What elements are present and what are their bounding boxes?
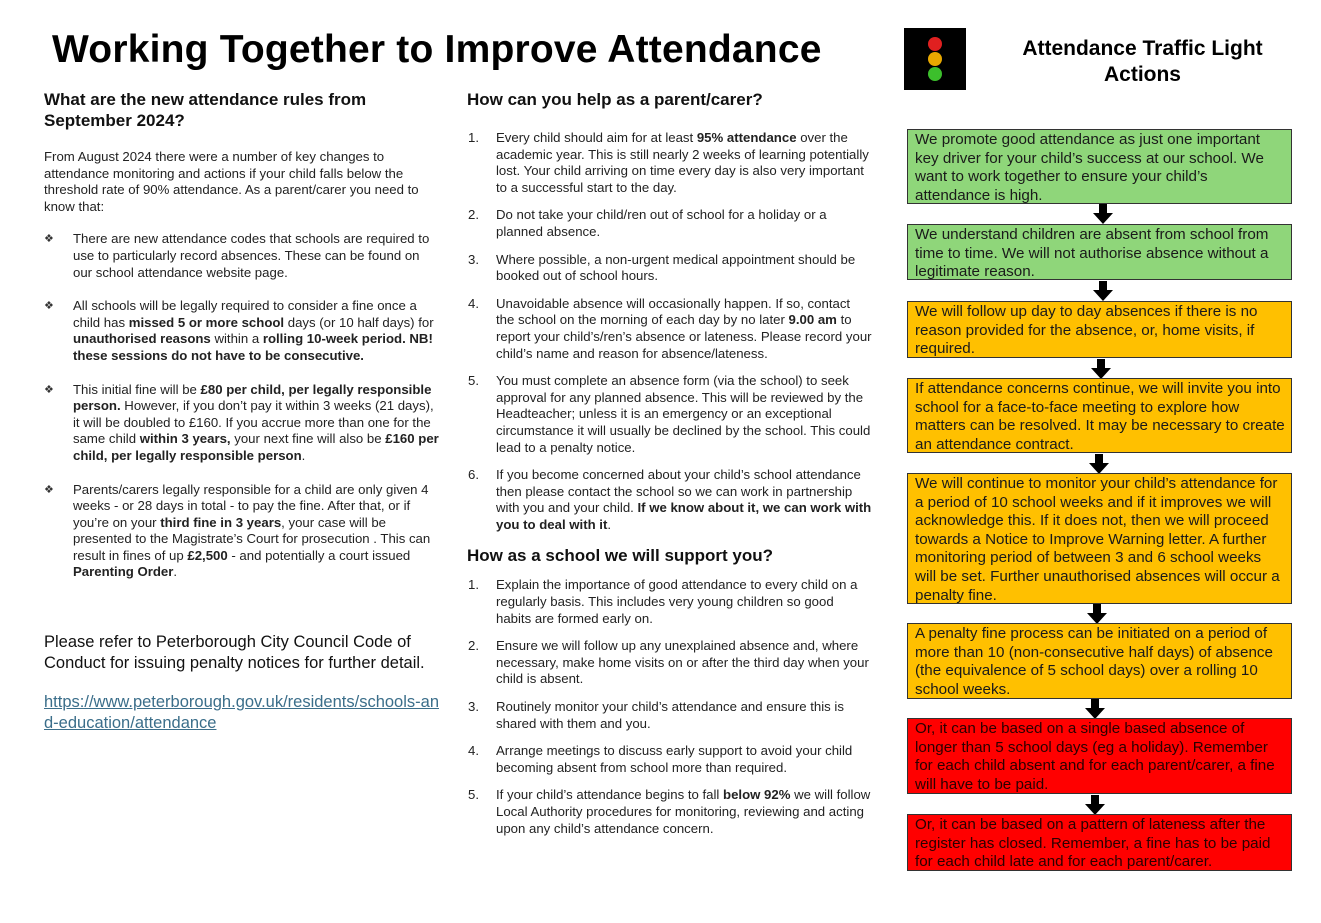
down-arrow-icon <box>1093 281 1113 301</box>
traffic-box-green: We promote good attendance as just one important key driver for your child’s success at our school. We want to work together to ensure your child’s attendance is high. <box>907 129 1292 204</box>
diamond-bullet-icon: ❖ <box>44 383 54 396</box>
amber-lamp-icon <box>928 52 942 66</box>
school-list <box>467 577 872 837</box>
rules-bullet: ❖ There are new attendance codes that schools are required to use to particularly record absences. These can be found on our school attendance website page. <box>44 231 430 280</box>
parent-list-item: 4. Unavoidable absence will occasionally happen. If so, contact the school on the morning of each day by no later 9.00 am to report your child’s/ren’s absence or lateness. Please record your child’s name and reason for absence/lateness. <box>468 295 872 361</box>
refer-text: Please refer to Peterborough City Council Code of Conduct for issuing penalty notices for further detail. <box>44 633 425 672</box>
down-arrow-icon <box>1089 454 1109 474</box>
traffic-box-amber: A penalty fine process can be initiated on a period of more than 10 (non-consecutive half days) of absence (the equivalence of 5 school days) over a rolling 10 school weeks. <box>907 623 1292 699</box>
traffic-light-heading-line1: Attendance Traffic Light <box>1022 37 1263 60</box>
traffic-box-amber: We will continue to monitor your child’s attendance for a period of 10 school weeks and if it improves we will acknowledge this. If it does not, then we will proceed towards a Notice to Improve Warning letter. A further monitoring period of between 3 and 6 school weeks will be set. Further unauthorised absences will occur a penalty fine. <box>907 473 1292 604</box>
red-lamp-icon <box>928 37 942 51</box>
rules-bullet: ❖ This initial fine will be £80 per child, per legally responsible person. However, if you don’t pay it within 3 weeks (21 days), it will be doubled to £160. If you accrue more than one for the same child within 3 years, your next fine will also be £160 per child, per legally responsible person. <box>44 381 439 463</box>
rules-intro: From August 2024 there were a number of key changes to attendance monitoring and actions if your child falls below the threshold rate of 90% attendance. As a parent/carer you need to know that: <box>44 149 419 214</box>
parent-list-item: 3. Where possible, a non-urgent medical appointment should be booked out of school hours. <box>468 251 856 284</box>
diamond-bullet-icon: ❖ <box>44 483 54 496</box>
rules-column <box>44 89 439 733</box>
traffic-box-green: We understand children are absent from school from time to time. We will not authorise absence without a legitimate reason. <box>907 224 1292 280</box>
traffic-box-amber: If attendance concerns continue, we will invite you into school for a face-to-face meeting to explore how matters can be resolved. It may be necessary to create an attendance contract. <box>907 378 1292 453</box>
rules-list <box>44 231 439 581</box>
parent-school-column <box>467 89 872 837</box>
down-arrow-icon <box>1085 795 1105 815</box>
diamond-bullet-icon: ❖ <box>44 233 54 246</box>
down-arrow-icon <box>1091 359 1111 379</box>
attendance-link[interactable]: https://www.peterborough.gov.uk/residents/schools-and-education/attendance <box>44 693 439 732</box>
rules-bullet: ❖ All schools will be legally required to consider a fine once a child has missed 5 or more school days (or 10 half days) for unauthorised reasons within a rolling 10-week period. NB! these sessions do not have to be consecutive. <box>44 298 434 363</box>
parent-list-item: 2. Do not take your child/ren out of school for a holiday or a planned absence. <box>468 207 827 239</box>
traffic-box-red: Or, it can be based on a pattern of lateness after the register has closed. Remember, a fine has to be paid for each child late and for each parent/carer. <box>907 814 1292 871</box>
parent-heading: How can you help as a parent/carer? <box>467 90 763 109</box>
green-lamp-icon <box>928 67 942 81</box>
parent-list-item: 5. You must complete an absence form (via the school) to seek approval for any planned absence. This will be reviewed by the Headteacher; unless it is an emergency or an exceptional circumstance it will usually be declined by the school. This could lead to a penalty notice. <box>468 373 871 455</box>
parent-list <box>467 130 872 533</box>
traffic-light-heading-line2: Actions <box>1103 63 1181 86</box>
school-list-item: 5. If your child’s attendance begins to fall below 92% we will follow Local Authority procedures for monitoring, reviewing and acting upon any child’s attendance concern. <box>468 787 871 836</box>
school-heading: How as a school we will support you? <box>467 546 774 566</box>
traffic-box-red: Or, it can be based on a single based absence of longer than 5 school days (eg a holiday). Remember for each child absent and for each parent/carer, a fine will have to be paid. <box>907 718 1292 794</box>
diamond-bullet-icon: ❖ <box>44 300 54 313</box>
school-list-item: 3. Routinely monitor your child’s attendance and ensure this is shared with them and you. <box>468 699 844 731</box>
page-title: Working Together to Improve Attendance <box>52 28 822 71</box>
down-arrow-icon <box>1085 699 1105 719</box>
parent-list-item: 1. Every child should aim for at least 95% attendance over the academic year. This is still nearly 2 weeks of learning potentially lost. Your child arriving on time every day is also very important to a successful start to the day. <box>468 130 869 195</box>
down-arrow-icon <box>1093 204 1113 224</box>
traffic-light-heading <box>995 36 1290 88</box>
rules-bullet: ❖ Parents/carers legally responsible for a child are only given 4 weeks - or 28 days in total - to pay the fine. After that, or if you’re on your third fine in 3 years, your case will be presented to the Magistrate’s Court for prosecution . This can result in fines of up £2,500 - and potentially a court issued Parenting Order. <box>44 481 431 580</box>
traffic-box-amber: We will follow up day to day absences if there is no reason provided for the absence, or, home visits, if required. <box>907 301 1292 358</box>
rules-heading: What are the new attendance rules from September 2024? <box>44 90 367 130</box>
traffic-light-icon <box>904 28 966 90</box>
parent-list-item: 6. If you become concerned about your child’s school attendance then please contact the school so we can work in partnership with you and your child. If we know about it, we can work with you to deal with it. <box>468 467 872 532</box>
school-list-item: 2. Ensure we will follow up any unexplained absence and, where necessary, make home visits on or after the third day when your child is absent. <box>468 638 869 687</box>
down-arrow-icon <box>1087 604 1107 624</box>
school-list-item: 4. Arrange meetings to discuss early support to avoid your child becoming absent from school more than required. <box>468 743 853 775</box>
school-list-item: 1. Explain the importance of good attendance to every child on a regularly basis. This includes very young children so good habits are formed early on. <box>468 577 858 626</box>
